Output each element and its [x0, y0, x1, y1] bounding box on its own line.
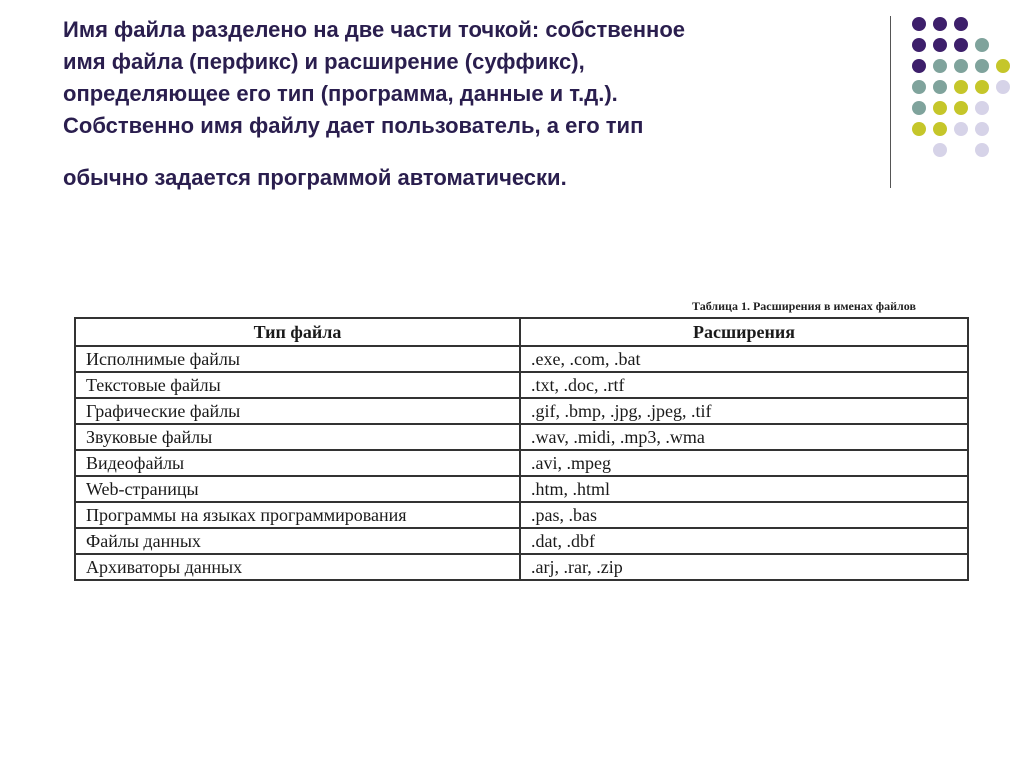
cell-extensions: .exe, .com, .bat [520, 346, 968, 372]
cell-extensions: .wav, .midi, .mp3, .wma [520, 424, 968, 450]
decorative-dot [954, 80, 968, 94]
decorative-dot [996, 59, 1010, 73]
decorative-dot [933, 17, 947, 31]
decorative-dot [912, 122, 926, 136]
table-header-row [75, 318, 968, 346]
decorative-dot [933, 38, 947, 52]
decorative-dot [975, 80, 989, 94]
cell-file-type: Файлы данных [75, 528, 520, 554]
decorative-dot [933, 122, 947, 136]
cell-extensions: .avi, .mpeg [520, 450, 968, 476]
table-row [75, 528, 968, 554]
table-row [75, 554, 968, 580]
decorative-dot [933, 101, 947, 115]
decorative-dot [975, 101, 989, 115]
text-line-3: определяющее его тип (программа, данные и т.д.). [63, 81, 618, 106]
cell-file-type: Графические файлы [75, 398, 520, 424]
decorative-dot [912, 59, 926, 73]
cell-extensions: .htm, .html [520, 476, 968, 502]
table-caption: Таблица 1. Расширения в именах файлов [692, 299, 916, 313]
cell-extensions: .arj, .rar, .zip [520, 554, 968, 580]
decorative-dot [933, 80, 947, 94]
decorative-dot [933, 59, 947, 73]
decorative-dot [975, 143, 989, 157]
decorative-dot [975, 59, 989, 73]
cell-file-type: Видеофайлы [75, 450, 520, 476]
table-row [75, 346, 968, 372]
paragraph-filename-description [63, 14, 878, 142]
text-line-5: обычно задается программой автоматически. [63, 165, 567, 190]
decorative-dot [912, 17, 926, 31]
decorative-dot [912, 38, 926, 52]
cell-file-type: Текстовые файлы [75, 372, 520, 398]
decorative-dot [912, 80, 926, 94]
cell-extensions: .pas, .bas [520, 502, 968, 528]
cell-extensions: .gif, .bmp, .jpg, .jpeg, .tif [520, 398, 968, 424]
decorative-dot [954, 122, 968, 136]
decorative-dot [954, 101, 968, 115]
paragraph-auto-type [63, 162, 878, 194]
vertical-divider [890, 16, 891, 188]
decorative-dot [954, 59, 968, 73]
header-file-type: Тип файла [75, 318, 520, 346]
decorative-dot [996, 80, 1010, 94]
table-row [75, 476, 968, 502]
cell-file-type: Web-страницы [75, 476, 520, 502]
decorative-dot [975, 122, 989, 136]
text-line-2: имя файла (перфикс) и расширение (суффикс), [63, 49, 585, 74]
table-row [75, 398, 968, 424]
text-line-4: Собственно имя файлу дает пользователь, а его тип [63, 113, 644, 138]
slide-body-text [63, 14, 878, 194]
cell-extensions: .dat, .dbf [520, 528, 968, 554]
cell-file-type: Архиваторы данных [75, 554, 520, 580]
text-line-1: Имя файла разделено на две части точкой: собственное [63, 17, 686, 42]
decorative-dot [975, 38, 989, 52]
decorative-dot [912, 101, 926, 115]
file-extensions-table [74, 317, 969, 581]
table-row [75, 450, 968, 476]
header-extensions: Расширения [520, 318, 968, 346]
cell-file-type: Программы на языках программирования [75, 502, 520, 528]
cell-file-type: Звуковые файлы [75, 424, 520, 450]
table-row [75, 372, 968, 398]
decorative-dot [954, 38, 968, 52]
decorative-dot [954, 17, 968, 31]
table-row [75, 424, 968, 450]
table-row [75, 502, 968, 528]
cell-file-type: Исполнимые файлы [75, 346, 520, 372]
cell-extensions: .txt, .doc, .rtf [520, 372, 968, 398]
decorative-dot [933, 143, 947, 157]
